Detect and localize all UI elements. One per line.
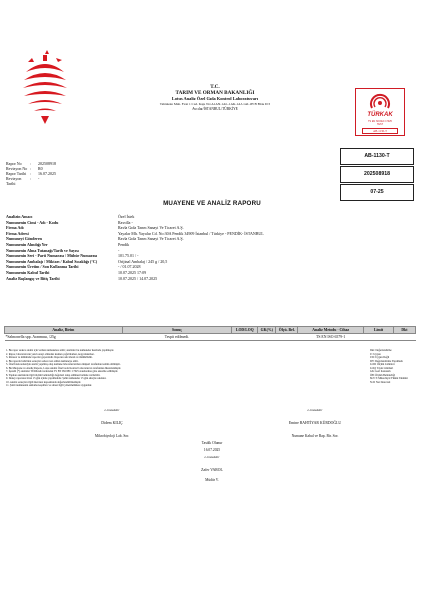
note-line: 10. Analiz sonuçları ilgili mevzuat kapsamında değerlendirilmemiştir. [6,380,82,384]
accreditation-number-box: AB-1130-T [340,148,414,165]
info-row: Numuneyi Gönderen Ravla Gıda Tarım Sanayi Ve Ticaret A.Ş. [6,236,184,242]
info-row: Numunenin Alındığı Yer Pendik [6,241,130,247]
note-line: 4. Bu raporda belirtilen sonuçlar sadece test edilen numuneye aittir. [6,359,79,363]
abbr-line: GK: Geri Kazanım [370,370,391,374]
info-row: Numunenin Alma Tutanağı/Tarih ve Sayısı - [6,247,120,253]
col-header: GK(%) [258,327,276,334]
turkak-emblem-icon [368,92,392,112]
table-cell: Tespit edilmedi. [122,334,232,341]
abbr-line: N.D: Not Detected [370,380,391,384]
meta-row: Rapor Tarihi : 16.07.2025 [6,171,56,176]
info-row: Numunenin Seri - Parti Numarası / Mühür Numarası 101.75.01 / - [6,253,139,259]
col-header: LOD/LOQ [232,327,258,334]
table-header-row [5,327,416,334]
note-line: 5. Özel İstek nedeniyle analiz yapılmış olup numune laboratuvarımıza müşteri tarafından teslim edilmiştir. [6,363,121,367]
header-ministry: TARIM VE ORMAN BAKANLIĞI [175,90,255,96]
approval-label: Tasdik Olunur [201,441,223,445]
signer-name: Emine BAHTİYAR KÜRDOĞLU [288,421,342,425]
reference-boxes [340,148,414,202]
info-row: Analizin Amacı Özel İstek [6,214,135,219]
col-header: Analiz, Birim [5,327,123,334]
approval-date: 16.07.2025 [203,448,221,452]
signer-title: Mikrobiyoloji Lab. Sor. [94,434,130,438]
turkak-code: AB-1130-T [362,128,398,134]
meta-row: Revizyon Tarihi : - [6,176,40,186]
header-address: Tahtakale Mah. Fırat 1 Cad. Kapı No:A1AN-1AL-1AK-1AJ-1AI-1H B Blok D:3 [159,102,271,106]
note-line: 6. Bu Muayene ve Analiz Raporu, Lotus Analiz Özel Gıda Kontrol Laboratuvarı tarafından düzenlenmiştir. [6,366,122,370]
col-header: Ölçü. Bel. [276,327,298,334]
signer-title: Müdür V. [205,478,219,482]
table-cell [276,334,298,341]
col-header: Sonuç [122,327,232,334]
table-cell: TS EN ISO 6579-1 [298,334,364,341]
info-row: Firma Adı Ravla Gıda Tarım Sanayi Ve Ticaret A.Ş. [6,225,184,231]
table-cell: *Salmonella spp. Aranması, /25g [5,334,123,341]
abbr-line: LOQ: Tayin Limitleri [370,366,394,370]
abbreviation-legend [370,349,414,384]
report-number-box: 202508918 [340,166,414,183]
signature-right [250,404,380,443]
info-row: Numunenin Ambalajı / Miktarı / Kabul Sıcaklığı (°C) Orijinal Ambalaj / 245 g / 20,5 [6,258,168,264]
month-year-box: 07-25 [340,184,414,201]
turkak-logo [355,88,405,136]
info-row: Numunenin Kabul Tarihi 10.07.2025 17:09 [6,269,147,275]
note-line: 2. Rapor, laboratuvarın yazılı onayı olmadan kısmen çoğaltılamaz, kopyalanamaz. [6,352,95,356]
table-cell [364,334,394,341]
e-signed-label: e-imzalıdır [204,455,220,459]
info-row: Firma Adresi Yayalar Mh. Yayalar Cd. No:30A Pendik 34909 İstanbul / Türkiye - PENDİK- İSTANBUL [6,230,264,236]
col-header: Limit [364,327,394,334]
sample-info [6,214,406,281]
note-line: 8. Yapılan analizlerle ilgili ölçüm belirsizliği değerleri talep edilmesi halinde verilebilir. [6,373,101,377]
info-row: Analiz Başlangıç ve Bitiş Tarihi 10.07.2025 / 14.07.2025 [6,275,158,281]
header-city: Avcılar/İSTANBUL/TÜRKİYE [192,107,238,111]
table-cell [393,334,415,341]
col-header: Analiz Metodu - Cihaz [298,327,364,334]
signer-name: Zafer VAROL [201,468,223,472]
table-cell [258,334,276,341]
turkak-name: TÜRKAK [367,112,393,118]
table-cell [232,334,258,341]
table-row [5,334,416,341]
e-signed-label: e-imzalıdır [307,408,323,412]
signature-center [162,440,262,484]
abbr-line: UD: Uygun Değil [370,356,390,360]
signature-left [62,404,162,443]
note-line: 3. İmzasız ve mühürsüz raporlar geçersizdir. Raporun aslı imzalı ve mühürlüdür. [6,356,93,360]
e-signed-label: e-imzalıdır [104,408,120,412]
meta-row: Rapor No : 202508918 [6,161,56,166]
info-row: Numunenin Üretim / Son Kullanma Tarihi - / 01.07.2028 [6,264,141,270]
abbr-line: Dkt: Değerlendirme [370,349,392,352]
col-header: Dkt [393,327,415,334]
abbr-line: U: Uygun [370,352,381,356]
note-line: 9. Deney raporuna itiraz 15 gün içinde yapılmalıdır. Şahit numuneler 15 gün süreyle saklanır. [6,377,107,381]
abbr-line: DY: Değerlendirme Yapılmadı [370,359,403,363]
ministry-logo-icon [14,48,76,126]
note-line: 7. İşaretli (*) analizler TÜRKAK tarafından TS EN ISO/IEC 17025 standardına göre akredite edilmiştir. [6,370,119,374]
abbr-line: M.V.T: Mikrobiyal Yükün Tahmini [370,377,408,381]
report-meta [6,161,56,186]
signer-title: Numune Kabul ve Rap. Bir. Sor. [291,434,339,438]
header-lab-name: Lotus Analiz Özel Gıda Kontrol Laboratuvarı [171,96,259,101]
meta-row: Revizyon No : R0 [6,166,43,171]
abbr-line: ÖB: Ölçüm Belirsizliği [370,373,396,377]
report-title: MUAYENE VE ANALİZ RAPORU [163,200,261,207]
signer-name: Didem KILIÇ [101,421,123,425]
note-line: 11. Şahit numunenin saklama koşulları ve süresi ilgili yönetmeliklere uygundur. [6,384,92,388]
note-line: 1. Bu rapor sadece analiz için verilen numunelere aittir; analizler bu numuneler üzerinde yapılmıştır. [6,349,114,352]
header-tc: T.C. [210,84,220,90]
turkak-standard: TS EN ISO/IEC 17025 TEST [368,120,392,126]
abbr-line: LOD: Ölçüm Limitleri [370,363,395,367]
results-table [4,326,416,341]
lab-header [110,84,320,111]
report-notes [6,349,418,388]
info-row: Numunenin Cinsi - Adı - Kodu Ravolla - [6,219,133,225]
